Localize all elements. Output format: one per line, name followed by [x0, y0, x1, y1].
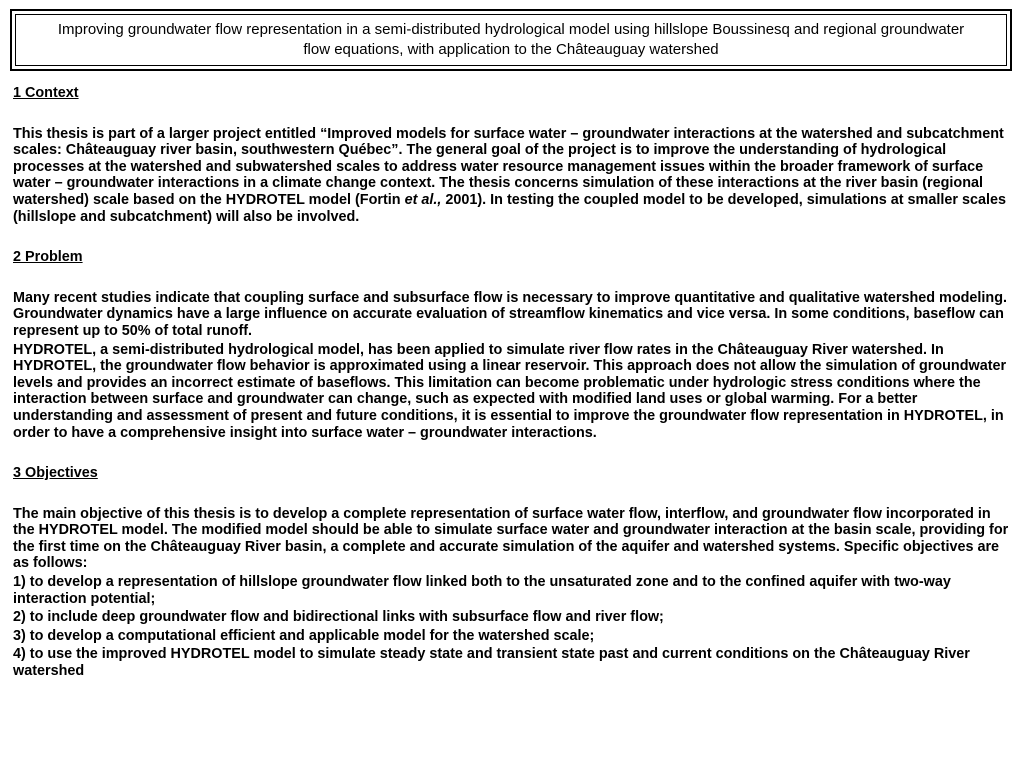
- problem-paragraph-2: HYDROTEL, a semi-distributed hydrological model, has been applied to simulate river flow rates in the Châteauguay River watershed. In HYDROTEL, the groundwater flow behavior is approximated using a linear reservoir. This approach does not allow the simulation of groundwater levels and provides an incorrect estimate of baseflows. This limitation can become problematic under hydrologic stress conditions where the interaction between surface and groundwater can change, such as expected with modified land uses or global warming. For a better understanding and assessment of present and future conditions, it is essential to improve the groundwater flow representation in HYDROTEL, in order to have a comprehensive insight into surface water – groundwater interactions.: [13, 341, 1007, 441]
- section-heading-objectives: 3 Objectives: [13, 465, 98, 482]
- document-body: [13, 85, 1013, 680]
- section-heading-problem: 2 Problem: [13, 249, 83, 266]
- objective-item: 4) to use the improved HYDROTEL model to simulate steady state and transient state past and current conditions on the Châteauguay River watershed: [13, 646, 970, 680]
- problem-paragraph-1: Many recent studies indicate that coupling surface and subsurface flow is necessary to improve quantitative and qualitative watershed modeling. Groundwater dynamics have a large influence on accurate evaluation of streamflow kinematics and vice versa. In some conditions, baseflow can represent up to 50% of total runoff.: [13, 289, 1008, 339]
- title-box: [10, 9, 1012, 71]
- context-text-part1: This thesis is part of a larger project entitled “Improved models for surface water – groundwater interactions at the watershed and subcatchment scales: Châteauguay river basin, southwestern Québec”. The general goal of the project is to improve the understanding of hydrological processes at the watershed and subwatershed scales to address water resource management issues within the broader framework of surface water – groundwater interactions in a climate change context. The thesis concerns simulation of these interactions at the river basin (regional watershed) scale based on the HYDROTEL model (Fortin: [13, 125, 1004, 208]
- objectives-paragraph: The main objective of this thesis is to develop a complete representation of surface water flow, interflow, and groundwater flow incorporated in the HYDROTEL model. The modified model should be able to simulate surface water and groundwater interaction at the basin scale, providing for the first time on the Châteauguay River basin, a complete and accurate simulation of the aquifer and watershed systems. Specific objectives are as follows:: [13, 505, 1009, 572]
- section-heading-context: 1 Context: [13, 85, 79, 101]
- context-text-part2: 2001). In testing the coupled model to be developed, simulations at smaller scales (hillslope and subcatchment) will also be involved.: [13, 191, 1006, 225]
- objective-item: 2) to include deep groundwater flow and bidirectional links with subsurface flow and river flow;: [13, 609, 664, 626]
- context-paragraph: [13, 126, 1013, 226]
- objective-item: 3) to develop a computational efficient and applicable model for the watershed scale;: [13, 627, 595, 644]
- objective-item: 1) to develop a representation of hillslope groundwater flow linked both to the unsaturated zone and to the confined aquifer with two-way interaction potential;: [13, 574, 951, 607]
- title-inner-frame: [15, 14, 1007, 66]
- document-title: Improving groundwater flow representation in a semi-distributed hydrological model using hillslope Boussinesq and regional groundwater flow equations, with application to the Châteauguay watershed: [57, 21, 965, 58]
- context-text-italic: et al.,: [404, 191, 442, 208]
